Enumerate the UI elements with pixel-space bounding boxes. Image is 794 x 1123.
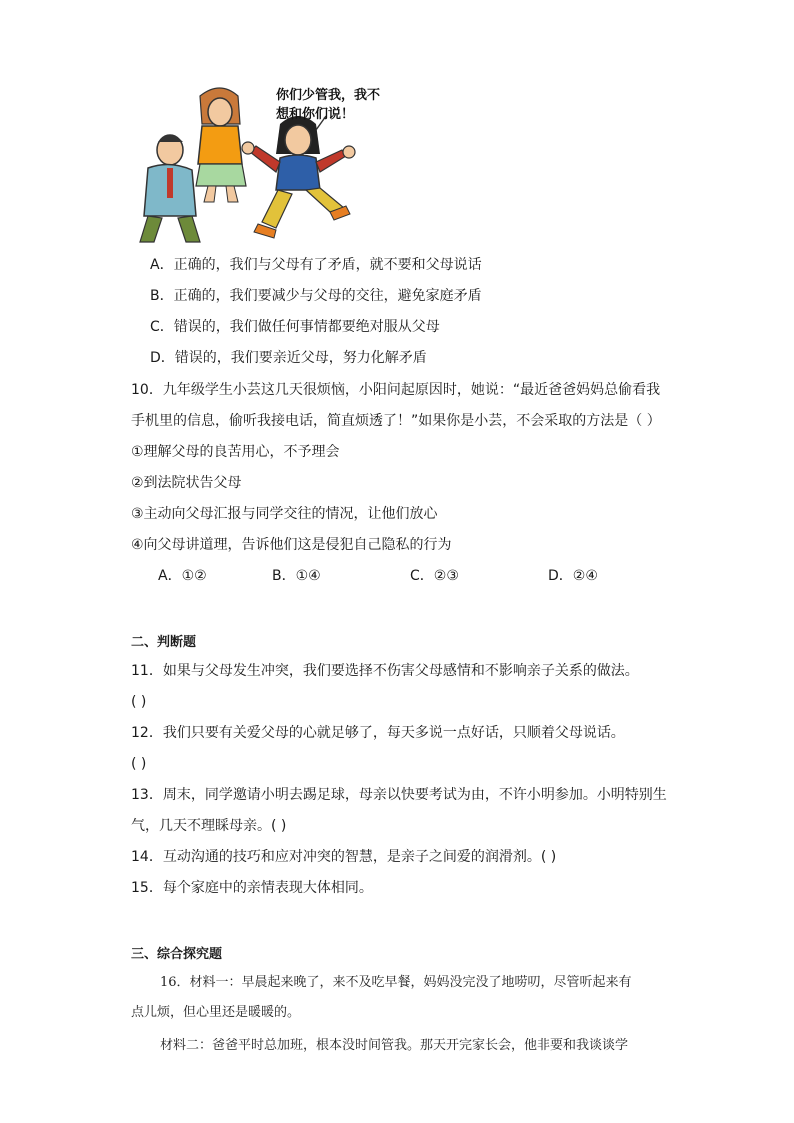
- father-figure: [140, 135, 200, 242]
- q10-option-d: D．②④: [548, 568, 598, 584]
- section-3-title: 三、综合探究题: [131, 947, 223, 962]
- q13-line-1: 13．周末，同学邀请小明去踢足球，母亲以快要考试为由，不许小明参加。小明特别生: [131, 787, 667, 803]
- q16-material-2-line-1: 材料二：爸爸平时总加班，根本没时间管我。那天开完家长会，他非要和我谈谈学: [160, 1038, 629, 1053]
- q10-stem-line-2: 手机里的信息，偷听我接电话，简直烦透了！”如果你是小芸，不会采取的方法是（ ）: [131, 413, 661, 429]
- q9-option-a: A．正确的，我们与父母有了矛盾，就不要和父母说话: [150, 257, 482, 273]
- q16-material-1-line-1: 16．材料一：早晨起来晚了，来不及吃早餐，妈妈没完没了地唠叨，尽管听起来有: [160, 975, 632, 990]
- q10-option-b: B．①④: [272, 568, 321, 584]
- speech-line-1: 你们少管我，我不: [276, 88, 381, 103]
- q9-option-c: C．错误的，我们做任何事情都要绝对服从父母: [150, 319, 440, 335]
- speech-line-2: 想和你们说！: [276, 107, 355, 122]
- q10-item-2: ②到法院状告父母: [131, 475, 242, 491]
- q10-item-1: ①理解父母的良苦用心，不予理会: [131, 444, 340, 460]
- q9-option-b: B．正确的，我们要减少与父母的交往，避免家庭矛盾: [150, 288, 482, 304]
- q12-line-1: 12．我们只要有关爱父母的心就足够了，每天多说一点好话，只顺着父母说话。: [131, 725, 625, 741]
- q15: 15．每个家庭中的亲情表现大体相同。: [131, 880, 373, 896]
- speech-bubble-text: [276, 86, 380, 124]
- q11-line-1: 11．如果与父母发生冲突，我们要选择不伤害父母感情和不影响亲子关系的做法。: [131, 663, 639, 679]
- girl-figure: [242, 116, 355, 238]
- q10-item-4: ④向父母讲道理，告诉他们这是侵犯自己隐私的行为: [131, 537, 452, 553]
- q12-answer-blank: ( ): [131, 756, 147, 772]
- q11-answer-blank: ( ): [131, 694, 147, 710]
- q9-option-d: D．错误的，我们要亲近父母，努力化解矛盾: [150, 350, 427, 366]
- q10-stem-line-1: 10．九年级学生小芸这几天很烦恼，小阳问起原因时，她说：“最近爸爸妈妈总偷看我: [131, 382, 661, 398]
- q13-line-2: 气，几天不理睬母亲。( ): [131, 818, 287, 834]
- mother-figure: [196, 88, 246, 202]
- section-2-title: 二、判断题: [131, 635, 197, 650]
- q16-material-1-line-2: 点儿烦，但心里还是暖暖的。: [131, 1005, 301, 1020]
- q14: 14．互动沟通的技巧和应对冲突的智慧，是亲子之间爱的润滑剂。( ): [131, 849, 557, 865]
- q10-option-c: C．②③: [410, 568, 459, 584]
- q10-item-3: ③主动向父母汇报与同学交往的情况，让他们放心: [131, 506, 438, 522]
- q10-option-a: A．①②: [158, 568, 207, 584]
